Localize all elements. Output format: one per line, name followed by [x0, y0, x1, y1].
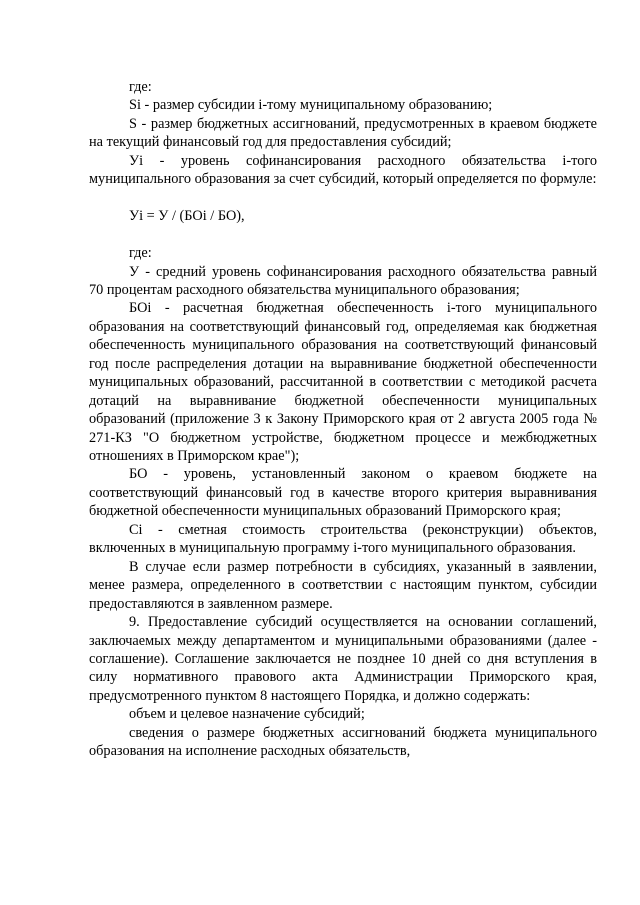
paragraph-claimed-amount: В случае если размер потребности в субсидиях, указанный в заявлении, менее размера, определенного в соответствии с настоящим пунктом, субсидии предоставляются в заявленном размере. [89, 558, 597, 612]
paragraph-def-si: Si - размер субсидии i-тому муниципальному образованию; [129, 97, 493, 114]
document-page [89, 78, 597, 761]
paragraph-def-bo: БО - уровень, установленный законом о краевом бюджете на соответствующий финансовый год в качестве второго критерия выравнивания бюджетной обеспеченности муниципальных образований Приморского края; [89, 466, 597, 520]
paragraph-def-boi: БОi - расчетная бюджетная обеспеченность i-того муниципального образования на соответствующий финансовый год, определяемая как бюджетная обеспеченность муниципального образования на соответствующий финансовый год после распределения дотации на выравнивание бюджетной обеспеченности муниципальных образований, рассчитанной в соответствии с методикой расчета дотаций на выравнивание бюджетной обеспеченности муниципальных образований (приложение 3 к Закону Приморского края от 2 августа 2005 года № 271-КЗ "О бюджетном устройстве, бюджетном процессе и межбюджетных отношениях в Приморском крае"); [89, 300, 597, 465]
paragraph-def-yi: Уi - уровень софинансирования расходного обязательства i-того муниципального образования за счет субсидий, который определяется по формуле: [89, 152, 597, 188]
paragraph-where-1: где: [129, 79, 152, 95]
paragraph-def-y: У - средний уровень софинансирования расходного обязательства равный 70 процентам расходного обязательства муниципального образования; [89, 263, 597, 298]
paragraph-def-s: S - размер бюджетных ассигнований, предусмотренных в краевом бюджете на текущий финансовый год для предоставления субсидий; [89, 115, 597, 151]
paragraph-where-2: где: [129, 245, 152, 262]
paragraph-section-9: 9. Предоставление субсидий осуществляется на основании соглашений, заключаемых между департаментом и муниципальными образованиями (далее - соглашение). Соглашение заключается не позднее 10 дней со дня вступления в силу нормативного правового акта Администрации Приморского края, предусмотренного пунктом 8 настоящего Порядка, и должно содержать: [89, 614, 597, 704]
list-item-volume: объем и целевое назначение субсидий; [129, 706, 365, 723]
list-item-budget-info: сведения о размере бюджетных ассигнований бюджета муниципального образования на исполнение расходных обязательств, [89, 724, 597, 760]
formula: Уi = У / (БОi / БО), [129, 208, 245, 225]
paragraph-def-ci: Ci - сметная стоимость строительства (реконструкции) объектов, включенных в муниципальную программу i-того муниципального образования. [89, 521, 597, 557]
